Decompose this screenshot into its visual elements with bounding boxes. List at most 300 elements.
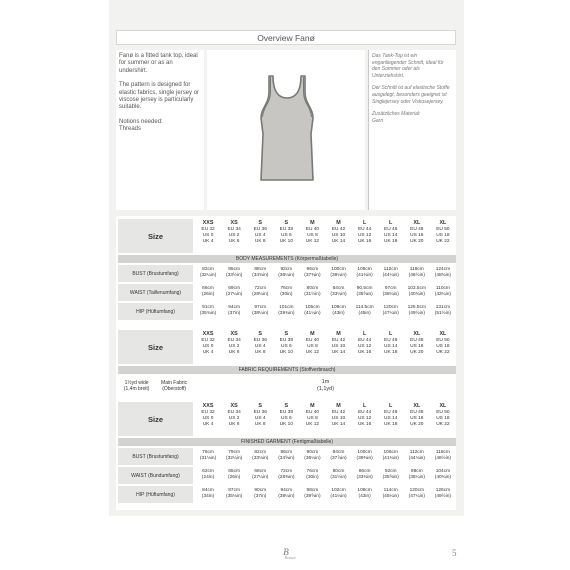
size-letter-cell: XXS [202, 220, 214, 226]
metric-value: 90cm [254, 488, 267, 493]
imperial-value: (35⅝in) [382, 475, 399, 480]
metric-value: 72cm [280, 469, 293, 474]
measurement-cell [352, 267, 378, 279]
eu-size-cell: EU 48 [410, 227, 424, 232]
imperial-value: (26in) [201, 292, 215, 297]
size-letter-cell: L [362, 331, 367, 337]
measurement-cell [430, 305, 456, 317]
measurement-cell [273, 267, 299, 279]
size-letter-cell: S [284, 403, 289, 409]
metric-value: 94cm [332, 450, 345, 455]
fabric-amount: 1m (1,1yd) [316, 379, 335, 392]
eu-size-cell: EU 44 [357, 227, 372, 232]
eu-size-cell: EU 50 [436, 227, 450, 232]
metric-value: 76cm [202, 450, 214, 455]
measurement-cell [352, 450, 378, 462]
uk-size-cell: UK 4 [202, 239, 214, 244]
uk-size-cell: UK 20 [410, 350, 424, 355]
uk-size-cell: UK 12 [305, 239, 320, 244]
size-letter-cell: L [389, 220, 393, 226]
size-letter-cell: L [362, 220, 367, 226]
imperial-value: (28⅜in) [278, 475, 295, 480]
imperial-value: (36¼in) [304, 456, 321, 461]
imperial-value: (36¼in) [278, 273, 295, 278]
metric-value: 124cm [435, 267, 451, 272]
uk-size-cell: UK 20 [410, 422, 424, 427]
measurement-row [116, 284, 456, 301]
measurement-cell [404, 450, 430, 462]
us-size-cell: US 6 [280, 344, 292, 349]
fabric-label [118, 376, 193, 396]
measurement-cell [299, 450, 325, 462]
imperial-value: (46½in) [408, 273, 425, 278]
us-size-cell: US 4 [254, 416, 266, 421]
metric-value: 106cm [357, 267, 372, 272]
measurement-cell [430, 488, 456, 500]
imperial-value: (41¼in) [304, 311, 321, 316]
uk-size-cell: UK 16 [357, 239, 372, 244]
us-size-cell: US 18 [436, 233, 450, 238]
size-letter-cell: S [284, 331, 289, 337]
metric-value: 92cm [280, 267, 293, 272]
size-letter-cell: S [258, 220, 263, 226]
imperial-value: (39¼in) [330, 273, 347, 278]
imperial-value: (45¼in) [382, 494, 399, 499]
metric-value: 87cm [228, 488, 240, 493]
intro-english [116, 50, 204, 210]
metric-value: 90.5cm [356, 286, 373, 291]
uk-size-cell: UK 18 [384, 422, 398, 427]
eu-size-cell: EU 36 [253, 410, 267, 415]
intro-de-material: Zusätzliches Material: Garn [372, 111, 421, 124]
metric-value: 84cm [332, 286, 345, 291]
eu-size-cell: EU 34 [227, 338, 241, 343]
uk-size-cell: UK 16 [357, 422, 372, 427]
eu-size-cell: EU 42 [331, 410, 346, 415]
size-letter-cell: XL [439, 331, 447, 337]
imperial-value: (27¼in) [252, 475, 269, 480]
metric-value: 98cm [410, 469, 423, 474]
uk-size-cell: UK 16 [357, 350, 372, 355]
measurement-cell [221, 267, 247, 279]
measurement-cell [195, 305, 221, 317]
imperial-value: (47¼in) [408, 494, 425, 499]
fabric-requirements-heading: FABRIC REQUIREMENTS (Stoffverbrauch) [118, 366, 456, 374]
uk-size-cell: UK 22 [436, 422, 450, 427]
fabric-type-label: Main Fabric (Oberstoff) [161, 380, 188, 392]
size-letter-cell: XL [439, 403, 447, 409]
metric-value: 79cm [228, 450, 240, 455]
metric-value: 82cm [254, 450, 267, 455]
imperial-value: (41¾in) [382, 456, 399, 461]
measurement-row [116, 486, 456, 503]
imperial-value: (49½in) [408, 311, 425, 316]
imperial-value: (43in) [332, 311, 345, 316]
metric-value: 66cm [202, 286, 214, 291]
metric-value: 80cm [306, 286, 319, 291]
measurement-cell [378, 488, 404, 500]
eu-size-cell: EU 40 [305, 227, 320, 232]
size-label: Size [118, 219, 193, 253]
metric-value: 120cm [409, 488, 424, 493]
eu-size-cell: EU 42 [331, 227, 346, 232]
metric-value: 92cm [384, 469, 397, 474]
uk-size-cell: UK 18 [384, 239, 398, 244]
measurement-row [116, 265, 456, 282]
imperial-value: (38¼in) [252, 311, 269, 316]
measurement-label: BUST (Brustumfang) [118, 448, 193, 465]
measurement-row [116, 467, 456, 484]
metric-value: 120cm [383, 305, 398, 310]
imperial-value: (38¼in) [278, 494, 295, 499]
size-header-row [116, 402, 456, 436]
metric-value: 80cm [332, 469, 345, 474]
metric-value: 112cm [383, 267, 398, 272]
metric-value: 109cm [331, 305, 346, 310]
metric-value: 105cm [305, 305, 320, 310]
measurement-cell [221, 450, 247, 462]
measurement-cell [273, 286, 299, 298]
measurement-cell [352, 286, 378, 298]
size-letter-cell: XS [230, 331, 238, 337]
metric-value: 118cm [435, 450, 450, 455]
eu-size-cell: EU 48 [410, 410, 424, 415]
imperial-value: (51½in) [434, 311, 452, 316]
size-columns [195, 402, 456, 428]
imperial-value: (31½in) [304, 292, 321, 297]
us-size-cell: US 12 [357, 416, 372, 421]
metric-value: 131cm [435, 305, 451, 310]
measurement-cell [378, 305, 404, 317]
eu-size-cell: EU 40 [305, 338, 320, 343]
measurement-label: WAIST (Bundumfang) [118, 467, 193, 484]
imperial-value: (46½in) [434, 456, 452, 461]
size-columns [195, 219, 456, 245]
metric-value: 76cm [306, 469, 319, 474]
measurement-cell [299, 305, 325, 317]
eu-size-cell: EU 38 [279, 227, 293, 232]
metric-value: 102cm [331, 488, 346, 493]
measurement-cell [352, 305, 378, 317]
us-size-cell: US 18 [436, 416, 450, 421]
size-label: Size [118, 402, 193, 436]
measurement-cell [247, 450, 273, 462]
measurement-cell [325, 305, 351, 317]
measurement-cell [273, 450, 299, 462]
metric-value: 88cm [254, 267, 267, 272]
metric-value: 106cm [383, 450, 398, 455]
uk-size-cell: UK 14 [331, 350, 346, 355]
imperial-value: (38¼in) [382, 292, 399, 297]
eu-size-cell: EU 46 [384, 410, 398, 415]
measurement-label: WAIST (Taillenumfang) [118, 284, 193, 301]
metric-value: 82cm [202, 267, 214, 272]
metric-value: 126cm [435, 488, 451, 493]
imperial-value: (40¾in) [408, 292, 425, 297]
metric-value: 96cm [306, 267, 319, 272]
imperial-value: (34¾in) [252, 273, 269, 278]
metric-value: 114.5cm [355, 305, 374, 310]
measurement-cell [378, 450, 404, 462]
imperial-value: (33¼in) [330, 292, 347, 297]
us-size-cell: US 14 [384, 233, 398, 238]
page-number: 5 [452, 548, 457, 558]
measurement-label: HIP (Hüftumfang) [118, 486, 193, 503]
measurement-cell [404, 469, 430, 481]
metric-value: 65cm [228, 469, 240, 474]
measurement-label: BUST (Brustumfang) [118, 265, 193, 282]
metric-value: 100cm [331, 267, 346, 272]
metric-value: 85cm [228, 267, 240, 272]
measurement-cell [299, 267, 325, 279]
intro-en-paragraph: Fanø is a fitted tank top, ideal for summer or as an undershirt. [119, 53, 198, 74]
us-size-cell: US 0 [202, 416, 214, 421]
measurement-cell [299, 488, 325, 500]
metric-value: 103.5cm [407, 286, 426, 291]
imperial-value: (39¾in) [278, 311, 295, 316]
metric-value: 90cm [306, 450, 319, 455]
uk-size-cell: UK 10 [279, 239, 293, 244]
finished-garment-heading: FINISHED GARMENT (Fertigmaßtabelle) [118, 438, 456, 446]
imperial-value: (37in) [228, 311, 241, 316]
metric-value: 97cm [254, 305, 267, 310]
metric-value: 112cm [409, 450, 424, 455]
metric-value: 114cm [383, 488, 398, 493]
size-letter-row [195, 330, 456, 338]
imperial-value: (38¼in) [408, 475, 425, 480]
fabric-row [116, 376, 456, 396]
metric-value: 69cm [228, 286, 240, 291]
metric-value: 76cm [280, 286, 293, 291]
us-size-cell: US 18 [436, 344, 450, 349]
size-letter-cell: XS [230, 220, 238, 226]
measurement-row [116, 448, 456, 465]
size-letter-cell: L [389, 331, 393, 337]
measurement-cell [221, 469, 247, 481]
us-size-cell: US 16 [410, 416, 424, 421]
imperial-value: (27¼in) [226, 292, 243, 297]
metric-value: 118cm [409, 267, 424, 272]
uk-size-cell: UK 12 [305, 350, 320, 355]
us-size-cell: US 8 [307, 344, 318, 349]
us-size-cell: US 12 [357, 344, 372, 349]
size-label: Size [118, 330, 193, 364]
imperial-value: (31⅛in) [199, 456, 217, 461]
eu-size-cell: EU 36 [253, 338, 267, 343]
measurement-cell [195, 286, 221, 298]
size-letter-cell: M [336, 331, 341, 337]
metric-value: 68cm [254, 469, 267, 474]
us-size-cell: US 16 [410, 233, 424, 238]
measurement-cell [378, 286, 404, 298]
imperial-value: (41¾in) [356, 273, 373, 278]
size-letter-cell: M [310, 220, 315, 226]
eu-size-cell: EU 32 [201, 338, 215, 343]
uk-size-cell: UK 8 [254, 422, 266, 427]
measurement-cell [325, 267, 351, 279]
us-size-cell: US 10 [331, 416, 346, 421]
size-letter-row [195, 219, 456, 227]
measurement-cell [273, 488, 299, 500]
uk-size-cell: UK 20 [410, 239, 424, 244]
measurement-cell [195, 469, 221, 481]
measurement-values [195, 286, 456, 298]
metric-value: 94cm [280, 488, 293, 493]
measurement-cell [273, 305, 299, 317]
eu-size-cell: EU 50 [436, 338, 450, 343]
measurement-cell [247, 488, 273, 500]
measurement-cell [221, 488, 247, 500]
imperial-value: (40¾in) [434, 475, 452, 480]
imperial-value: (35¾in) [199, 311, 217, 316]
measurement-values [195, 469, 456, 481]
size-letter-row [195, 402, 456, 410]
intro-en-paragraph: The pattern is designed for elastic fabrics, single jersey or viscose jersey is particularly suitable. [119, 82, 200, 111]
us-size-cell: US 12 [357, 233, 372, 238]
imperial-value: (48¾in) [434, 273, 452, 278]
measurement-cell [325, 469, 351, 481]
metric-value: 101cm [279, 305, 294, 310]
size-header-row [116, 219, 456, 253]
uk-size-cell: UK 6 [228, 239, 240, 244]
metric-value: 104cm [435, 469, 451, 474]
size-letter-cell: S [258, 403, 263, 409]
measurement-values [195, 267, 456, 279]
us-size-cell: US 10 [331, 344, 346, 349]
imperial-value: (45in) [358, 311, 371, 316]
us-size-cell: US 0 [202, 233, 214, 238]
intro-de-paragraph: Der Schnitt ist auf elastische Stoffe ausgelegt, besonders geeignet ist Singlejersey oder Viskosejersey. [372, 85, 450, 105]
measurement-values [195, 450, 456, 462]
measurement-cell [195, 488, 221, 500]
size-letter-cell: M [310, 331, 315, 337]
intro-en-notions: Notions needed: Threads [119, 118, 163, 133]
imperial-value: (35⅝in) [356, 292, 373, 297]
measurement-cell [247, 286, 273, 298]
imperial-value: (37¾in) [304, 273, 321, 278]
eu-size-cell: EU 42 [331, 338, 346, 343]
us-size-cell: US 16 [410, 344, 424, 349]
measurement-cell [430, 450, 456, 462]
eu-size-cell: EU 34 [227, 227, 241, 232]
size-header-row [116, 330, 456, 364]
uk-size-cell: UK 22 [436, 350, 450, 355]
us-size-cell: US 4 [254, 233, 266, 238]
measurement-cell [325, 286, 351, 298]
uk-size-cell: UK 6 [228, 422, 240, 427]
us-size-cell: US 2 [228, 233, 240, 238]
eu-size-cell: EU 38 [279, 338, 293, 343]
size-letter-cell: L [362, 403, 367, 409]
size-letter-cell: L [389, 403, 393, 409]
size-letter-cell: M [336, 403, 341, 409]
imperial-value: (43in) [358, 494, 371, 499]
us-size-cell: US 8 [307, 416, 318, 421]
measurement-values [195, 305, 456, 317]
imperial-value: (49½in) [434, 494, 452, 499]
page-title: Overview Fanø [116, 30, 456, 45]
imperial-value: (43¼in) [434, 292, 452, 297]
measurement-cell [325, 450, 351, 462]
eu-size-cell: EU 32 [201, 410, 215, 415]
uk-row [195, 239, 456, 245]
eu-size-cell: EU 32 [201, 227, 215, 232]
uk-size-cell: UK 4 [202, 422, 214, 427]
eu-size-cell: EU 36 [253, 227, 267, 232]
imperial-value: (32¼in) [199, 273, 217, 278]
measurement-cell [352, 488, 378, 500]
measurement-values [195, 488, 456, 500]
svg-text:B: B [283, 547, 289, 557]
uk-size-cell: UK 8 [254, 239, 266, 244]
measurement-cell [378, 267, 404, 279]
uk-size-cell: UK 12 [305, 422, 320, 427]
metric-value: 62cm [202, 469, 214, 474]
size-letter-cell: M [336, 220, 341, 226]
metric-value: 84cm [202, 488, 214, 493]
eu-size-cell: EU 40 [305, 410, 320, 415]
us-size-cell: US 0 [202, 344, 214, 349]
us-size-cell: US 6 [280, 416, 292, 421]
imperial-value: (34⅝in) [278, 456, 295, 461]
measurement-cell [195, 267, 221, 279]
size-letter-cell: S [284, 220, 289, 226]
imperial-value: (31½in) [330, 475, 347, 480]
measurement-cell [221, 286, 247, 298]
measurement-cell [299, 286, 325, 298]
imperial-value: (33½in) [226, 273, 243, 278]
us-size-cell: US 14 [384, 416, 398, 421]
eu-size-cell: EU 44 [357, 410, 372, 415]
measurement-cell [404, 488, 430, 500]
measurement-label: HIP (Hüftumfang) [118, 303, 193, 320]
metric-value: 110cm [435, 286, 450, 291]
measurement-cell [247, 305, 273, 317]
imperial-value: (34in) [201, 494, 215, 499]
imperial-value: (47¼in) [382, 311, 399, 316]
metric-value: 98cm [306, 488, 319, 493]
imperial-value: (28¼in) [252, 292, 269, 297]
metric-value: 100cm [357, 450, 372, 455]
uk-size-cell: UK 18 [384, 350, 398, 355]
intro-german [368, 50, 456, 210]
metric-value: 91cm [202, 305, 214, 310]
measurement-cell [247, 267, 273, 279]
imperial-value: (44¼in) [382, 273, 399, 278]
uk-size-cell: UK 8 [254, 350, 266, 355]
measurement-row [116, 303, 456, 320]
imperial-value: (44⅛in) [408, 456, 425, 461]
us-size-cell: US 6 [280, 233, 292, 238]
eu-size-cell: EU 48 [410, 338, 424, 343]
eu-size-cell: EU 50 [436, 410, 450, 415]
eu-size-cell: EU 46 [384, 338, 398, 343]
imperial-value: (30in) [280, 292, 293, 297]
us-size-cell: US 2 [228, 344, 240, 349]
intro-de-paragraph: Das Tank-Top ist ein enganliegender Schnitt, ideal für den Sommer oder als Unterziehshirt. [372, 53, 444, 79]
metric-value: 125.5cm [407, 305, 426, 310]
us-size-cell: US 10 [331, 233, 346, 238]
imperial-value: (26in) [228, 475, 241, 480]
uk-size-cell: UK 14 [331, 239, 346, 244]
measurement-cell [430, 286, 456, 298]
measurement-cell [430, 267, 456, 279]
imperial-value: (35⅛in) [226, 494, 243, 499]
size-letter-cell: XL [413, 403, 421, 409]
size-letter-cell: XXS [202, 403, 214, 409]
measurement-cell [378, 469, 404, 481]
uk-row [195, 422, 456, 428]
